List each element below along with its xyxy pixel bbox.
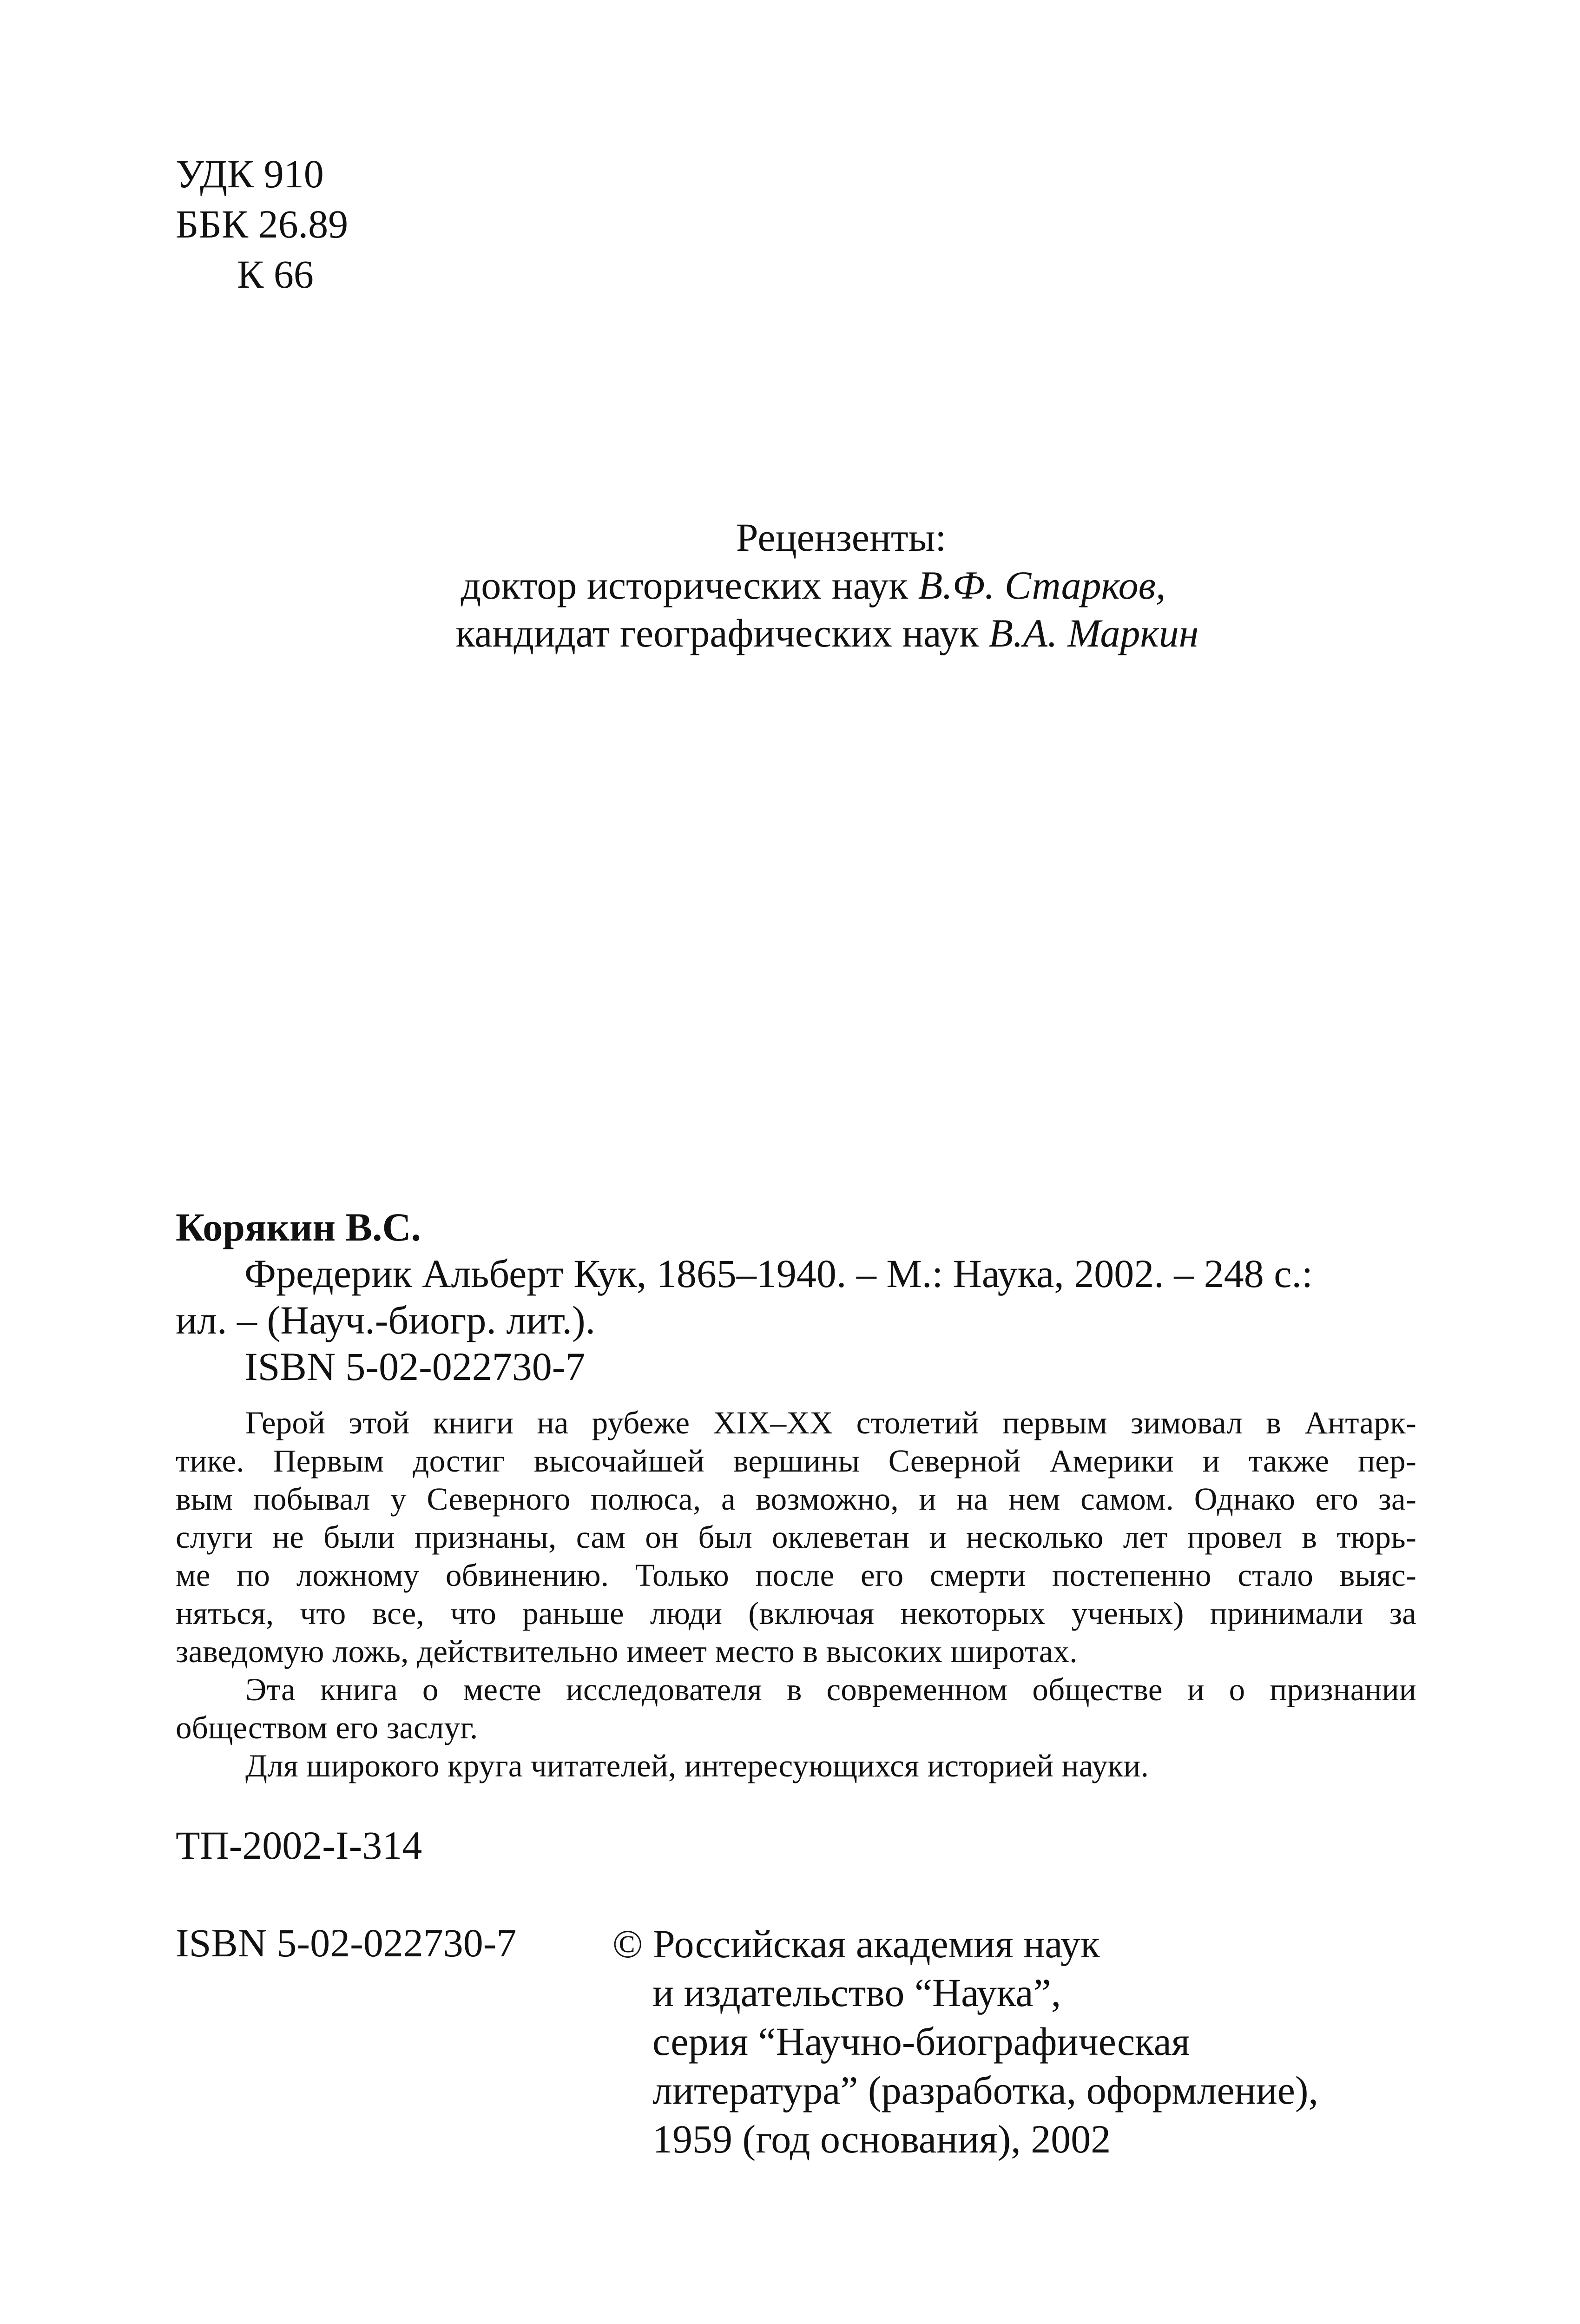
reviewer-punct: , — [1155, 563, 1166, 607]
copyright-line: © Российская академия наук — [612, 1921, 1100, 1966]
reviewer-line — [74, 609, 1580, 657]
bbk-code: ББК 26.89 — [176, 202, 349, 246]
annotation-line: тике. Первым достиг высочайшей вершины Северной Америки и также пер- — [176, 1443, 1416, 1479]
record-series-line: ил. – (Науч.-биогр. лит.). — [176, 1298, 596, 1342]
reviewer-name: В.А. Маркин — [988, 611, 1199, 655]
annotation-line: Для широкого круга читателей, интересующихся историей науки. — [245, 1748, 1149, 1783]
annotation-line: слуги не были признаны, сам он был оклеветан и несколько лет провел в тюрь- — [176, 1519, 1416, 1555]
annotation-line: обществом его заслуг. — [176, 1710, 478, 1745]
annotation-line: няться, что все, что раньше люди (включая некоторых ученых) принимали за — [176, 1596, 1416, 1631]
copyright-line: литература” (разработка, оформление), — [652, 2068, 1319, 2113]
copyright-line: 1959 (год основания), 2002 — [652, 2117, 1111, 2161]
record-isbn: ISBN 5-02-022730-7 — [244, 1344, 586, 1389]
annotation-line: Эта книга о месте исследователя в современном обществе и о признании — [245, 1672, 1416, 1707]
annotation-line: ме по ложному обвинению. Только после его смерти постепенно стало выяс- — [176, 1558, 1416, 1593]
tp-code: ТП-2002-I-314 — [176, 1823, 422, 1868]
copyright-line: серия “Научно-биографическая — [652, 2019, 1190, 2064]
reviewers-title: Рецензенты: — [736, 515, 947, 560]
isbn-bottom: ISBN 5-02-022730-7 — [176, 1921, 517, 1965]
bibliographic-record — [176, 1204, 1412, 1390]
classification-codes — [176, 149, 348, 299]
annotation — [176, 1404, 1416, 1785]
reviewer-degree: доктор исторических наук — [461, 563, 908, 607]
reviewer-degree: кандидат географических наук — [455, 611, 979, 655]
record-title-line: Фредерик Альберт Кук, 1865–1940. – М.: Наука, 2002. – 248 с.: — [244, 1251, 1313, 1296]
reviewer-name: В.Ф. Старков — [918, 563, 1156, 607]
reviewers-block — [0, 514, 1580, 657]
annotation-line: вым побывал у Северного полюса, а возможно, и на нем самом. Однако его за- — [176, 1481, 1416, 1517]
copyright-notice — [612, 1920, 1318, 2164]
author-mark: К 66 — [237, 252, 314, 297]
record-author: Корякин В.С. — [176, 1205, 421, 1249]
annotation-line: заведомую ложь, действительно имеет место в высоких широтах. — [176, 1634, 1078, 1669]
reviewer-line — [46, 561, 1580, 609]
annotation-line: Герой этой книги на рубеже XIX–XX столетий первым зимовал в Антарк- — [245, 1405, 1416, 1440]
copyright-line: и издательство “Наука”, — [652, 1970, 1061, 2015]
udk-code: УДК 910 — [176, 152, 324, 196]
